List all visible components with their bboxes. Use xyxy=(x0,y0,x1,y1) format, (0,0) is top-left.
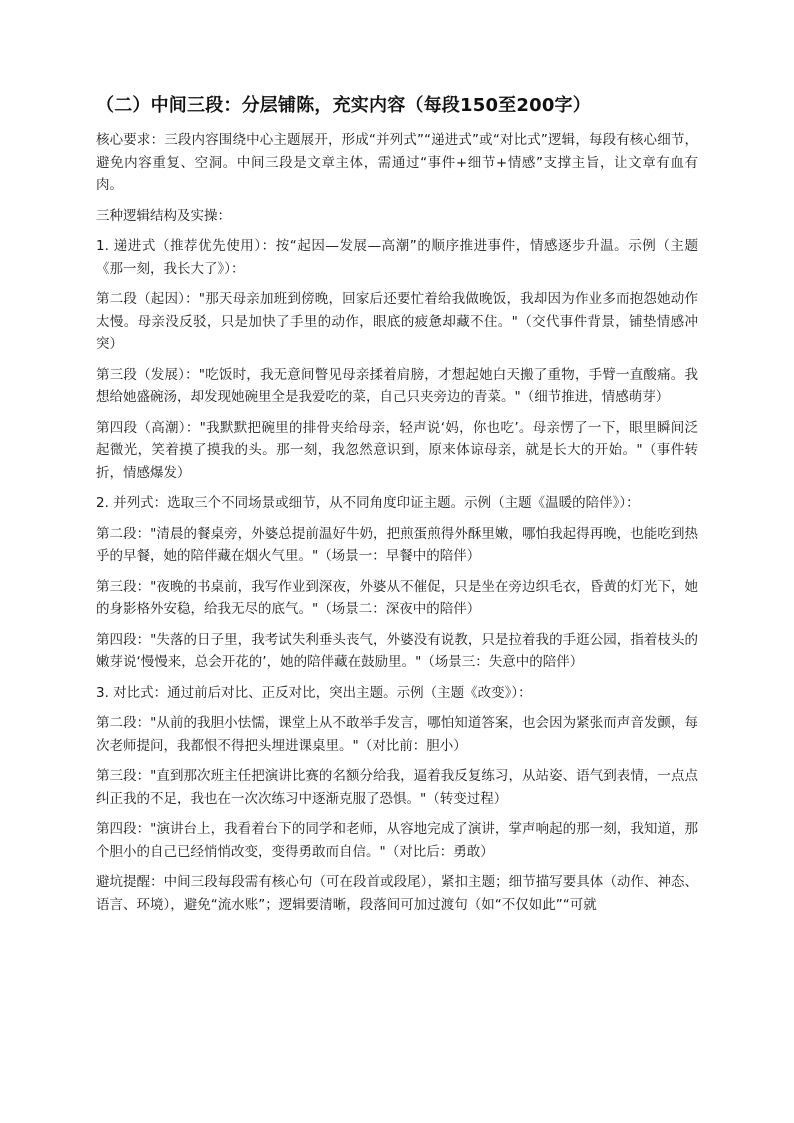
contrast-paragraph-2: 第二段："从前的我胆小怯懦，课堂上从不敢举手发言，哪怕知道答案，也会因为紧张而声音发颤，每次老师提问，我都恨不得把头埋进课桌里。"（对比前：胆小） xyxy=(96,715,698,754)
progressive-paragraph-2: 第二段（起因）："那天母亲加班到傍晚，回家后还要忙着给我做晚饭，我却因为作业多而抱怨她动作太慢。母亲没反驳，只是加快了手里的动作，眼底的疲惫却藏不住。"（交代事件背景，铺垫情感冲突） xyxy=(96,291,698,352)
progressive-paragraph-3: 第三段（发展）："吃饭时，我无意间瞥见母亲揉着肩膀，才想起她白天搬了重物，手臂一直酸痛。我想给她盛碗汤，却发现她碗里全是我爱吃的菜，自己只夹旁边的青菜。"（细节推进，情感萌芽） xyxy=(96,366,698,405)
contrast-paragraph-3: 第三段："直到那次班主任把演讲比赛的名额分给我，逼着我反复练习，从站姿、语气到表情，一点点纠正我的不足，我也在一次次练习中逐渐克服了恐惧。"（转变过程） xyxy=(96,768,698,807)
parallel-intro: 2. 并列式：选取三个不同场景或细节，从不同角度印证主题。示例（主题《温暖的陪伴》）： xyxy=(96,495,640,511)
pitfall-reminder: 避坑提醒：中间三段每段需有核心句（可在段首或段尾），紧扣主题；细节描写要具体（动作、神态、语言、环境），避免“流水账”；逻辑要清晰，段落间可加过渡句（如“不仅如此”“可就 xyxy=(96,874,698,913)
section-title: （二）中间三段：分层铺陈，充实内容（每段150至200字） xyxy=(96,95,591,116)
core-requirement-paragraph: 核心要求：三段内容围绕中心主题展开，形成“并列式”“递进式”或“对比式”逻辑，每段有核心细节，避免内容重复、空洞。中间三段是文章主体，需通过“事件+细节+情感”支撑主旨，让文章有血有肉。 xyxy=(96,132,698,193)
progressive-paragraph-4: 第四段（高潮）："我默默把碗里的排骨夹给母亲，轻声说‘妈，你也吃’。母亲愣了一下，眼里瞬间泛起微光，笑着摸了摸我的头。那一刻，我忽然意识到，原来体谅母亲，就是长大的开始。"（事件转折，情感爆发） xyxy=(96,419,698,481)
structures-heading: 三种逻辑结构及实操： xyxy=(96,207,231,224)
contrast-intro: 3. 对比式：通过前后对比、正反对比，突出主题。示例（主题《改变》）： xyxy=(96,684,532,701)
parallel-paragraph-2: 第二段："清晨的餐桌旁，外婆总提前温好牛奶，把煎蛋煎得外酥里嫩，哪怕我起得再晚，也能吃到热乎的早餐，她的陪伴藏在烟火气里。"（场景一：早餐中的陪伴） xyxy=(96,525,698,564)
contrast-paragraph-4: 第四段："演讲台上，我看着台下的同学和老师，从容地完成了演讲，掌声响起的那一刻，我知道，那个胆小的自己已经悄悄改变，变得勇敢而自信。"（对比后：勇敢） xyxy=(96,821,698,860)
progressive-intro: 1. 递进式（推荐优先使用）：按“起因—发展—高潮”的顺序推进事件，情感逐步升温。示例（主题《那一刻，我长大了》）： xyxy=(96,238,698,277)
parallel-paragraph-3: 第三段："夜晚的书桌前，我写作业到深夜，外婆从不催促，只是坐在旁边织毛衣，昏黄的灯光下，她的身影格外安稳，给我无尽的底气。"（场景二：深夜中的陪伴） xyxy=(96,578,698,617)
parallel-paragraph-4: 第四段："失落的日子里，我考试失利垂头丧气，外婆没有说教，只是拉着我的手逛公园，指着枝头的嫩芽说‘慢慢来，总会开花的’，她的陪伴藏在鼓励里。"（场景三：失意中的陪伴） xyxy=(96,631,698,670)
